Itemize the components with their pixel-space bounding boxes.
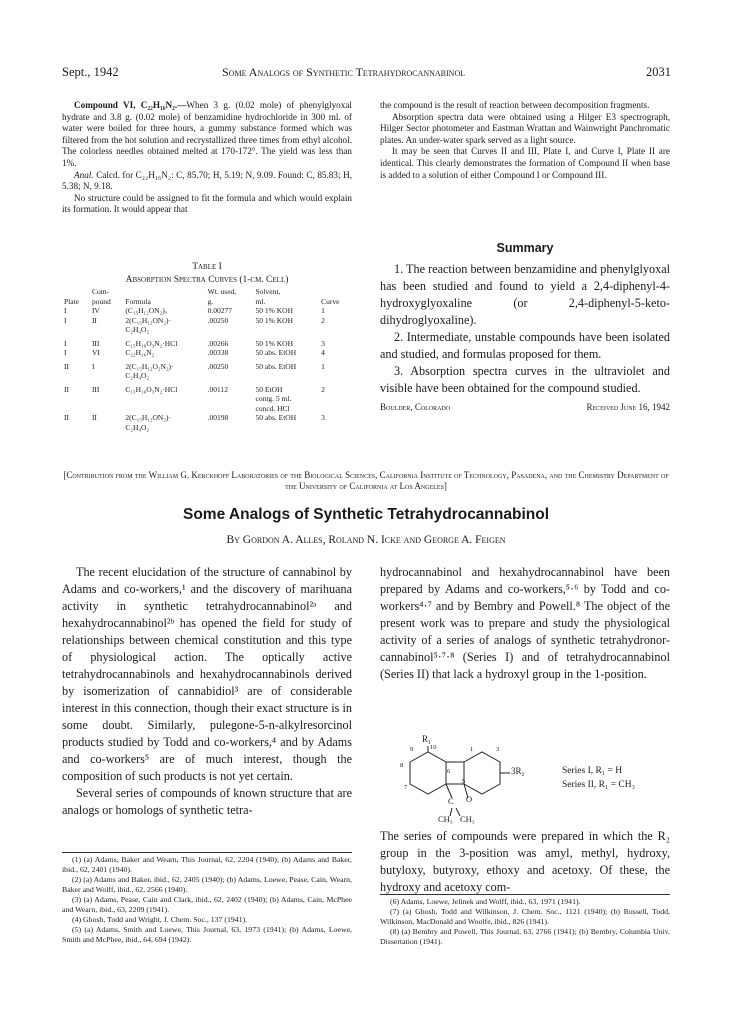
table-cell: .00338: [207, 348, 229, 357]
intro-paragraph: The recent elucidation of the structure of cannabinol by Adams and co-workers,¹ and the discovery of marihuana activity in synthetic tetrahydrocannabinol²ᵃ and hexahydrocannabinol²ᵇ has opened the field for study of relationships between chemical constitution and this type of physiological action. The optically active tetrahydrocannabinols and hexahydrocannabinols derived by isomerization of cannabidiol³ are of considerable interest in this connection, though their exact structure is in some doubt. Similarly, pulegone-5-n-alkylresorcinol products studied by Todd and co-workers,⁴ and by Adams and co-workers⁵ are of much interest, though the composition of such products is not yet certain.: [62, 565, 352, 783]
series-one-label: Series I, R₁ = H: [562, 766, 623, 776]
table-cell: .00266: [207, 338, 229, 348]
col-header: Com- pound: [91, 287, 111, 306]
table-row: [62, 381, 352, 414]
absorption-table: [62, 287, 352, 432]
methyl-group: CH₃: [460, 814, 475, 824]
table-cell: .00250: [207, 315, 229, 325]
compound-vi-label: Compound VI, C₂₂H₁₆N₂.—: [74, 100, 187, 110]
table-cell: I: [64, 338, 67, 348]
col-header: Solvent, ml.: [255, 287, 281, 306]
table-label: Table I: [192, 262, 222, 272]
curves-paragraph: It may be seen that Curves II and III, Plate I, and Curve I, Plate II are identical. This clearly demonstrates the formation of Compound II when base is added to a solution of either Compound I or Compound III.: [380, 146, 670, 180]
table-cell: C₁₅H₁₆O₃N₂·HCl: [125, 384, 178, 394]
table-row: [62, 306, 352, 316]
table-cell: .00112: [207, 384, 228, 394]
atom-number: 10: [430, 744, 437, 751]
right-top-column: [380, 100, 670, 181]
page-number: 2031: [646, 65, 671, 79]
series-paragraph: Several series of compounds of known structure that are analogs or homologs of synthetic tetra-: [62, 786, 352, 817]
table-cell: 50 EtOH contg. 5 ml. concd. HCl: [255, 384, 292, 413]
atom-number: 9: [410, 746, 414, 753]
table-cell: 2(C₁₅H₁₂ON₂)· C₂H₄O₂: [125, 413, 171, 432]
atom-number: 8: [400, 762, 404, 769]
col-header: Curve: [321, 296, 340, 306]
location: Boulder, Colorado: [380, 402, 451, 412]
footnote-rule-left: [62, 852, 352, 853]
table-cell: C₂₂H₁₆N₂: [125, 348, 155, 357]
table-row: [62, 316, 352, 335]
structure-note-paragraph: No structure could be assigned to fit the formula and which would explain its formation. It would appear that: [62, 192, 352, 215]
left-top-column: [62, 100, 352, 216]
table-cell: III: [91, 384, 100, 394]
table-caption: Absorption Spectra Curves (1-cm. Cell): [125, 275, 289, 285]
table-cell: 2(C₁₅H₁₂ON₂)· C₂H₄O₂: [125, 315, 171, 334]
series-two-label: Series II, R₁ = CH₃: [562, 780, 635, 790]
table-cell: 0.00277: [207, 306, 233, 315]
table-cell: .00250: [207, 361, 229, 371]
compound-vi-paragraph: Compound VI, C₂₂H₁₆N₂.—When 3 g. (0.02 mole) of phenylglyoxal hydrate and 3.8 g. (0.02 mole) of benzamidine hydrochloride in 300 ml. of water were boiled for three hours, a gummy substance formed which was filtered from the hot solution and recrystallized three times from ethyl alcohol. The colorless needles obtained melted at 170-172°. The yield was less than 1%.: [62, 100, 352, 168]
table-row: [62, 358, 352, 381]
table-cell: 50 abs. EtOH: [255, 348, 297, 357]
atom-number: 3: [496, 746, 500, 753]
analysis-paragraph: Anal. Calcd. for C₂₂H₁₆N₂: C, 85.70; H, 5.19; N, 9.09. Found: C, 85.83; H, 5.38; N, 9.18.: [62, 169, 353, 192]
received-date: Received June 16, 1942: [586, 402, 670, 412]
footnote: (6) Adams, Loewe, Jelinek and Wolff, ibid., 63, 1971 (1941).: [390, 897, 581, 906]
col-header: Wt. used, g.: [207, 287, 237, 306]
footnote: (7) (a) Ghosh, Todd and Wilkinson, J. Chem. Soc., 1121 (1940); (b) Russell, Todd, Wilkinson, MacDonald and Woolfe, ibid., 826 (1941).: [380, 907, 670, 926]
table-cell: C₁₅H₁₆O₃N₂·HCl: [125, 338, 178, 348]
table-cell: III: [91, 338, 100, 348]
r2-label: 3R₂: [511, 766, 525, 776]
table-i: [62, 262, 352, 432]
summary-item: 3. Absorption spectra curves in the ultraviolet and visible have been obtained for the compound studied.: [380, 364, 670, 395]
footnote-rule-right: [380, 894, 670, 895]
continuation-paragraph: hydrocannabinol and hexahydrocannabinol have been prepared by Adams and co-workers,⁵·⁶ by Todd and co-workers⁴·⁷ and by Bembry and Powell.⁸ The object of the present work was to prepare and study the physiological activity of a series of analogs of synthetic tetrahydronor-cannabinol⁵·⁷·⁸ (Series I) and of tetrahydrocannabinol (Series II) that lack a hydroxyl group in the 1-position.: [380, 565, 670, 681]
table-cell: II: [91, 413, 97, 422]
summary-item: 2. Intermediate, unstable compounds have been isolated and studied, and formulas proposed for them.: [380, 330, 670, 361]
table-cell: II: [64, 361, 69, 371]
atom-number: 1: [470, 746, 474, 753]
article-right-column: [380, 564, 670, 683]
table-cell: I: [64, 315, 67, 325]
left-ring: [410, 752, 446, 794]
table-cell: 3: [321, 413, 325, 422]
footnote: (1) (a) Adams, Baker and Wearn, This Journal, 62, 2204 (1940); (b) Adams and Baker, ibid., 62, 2401 (1940).: [62, 855, 352, 874]
table-cell: I: [64, 348, 67, 357]
atom-number: 5: [462, 778, 466, 785]
anal-label: Anal.: [74, 169, 94, 180]
running-title: Some Analogs of Synthetic Tetrahydrocannabinol: [222, 65, 466, 79]
table-cell: 50 1% KOH: [255, 315, 293, 325]
footnote: (4) Ghosh, Todd and Wright, J. Chem. Soc., 137 (1941).: [72, 915, 248, 924]
footnote: (3) (a) Adams, Pease, Cain and Clark, ibid., 62, 2402 (1940); (b) Adams, Cain, McPhee and Wearn, ibid., 63, 2209 (1941).: [62, 895, 352, 914]
table-body: [62, 306, 352, 432]
contribution-note: [Contribution from the William G. Kerckhoff Laboratories of the Biological Sciences, California Institute of Technology, Pasadena, and the Chemistry Department of the University of California at Los Angeles]: [63, 470, 669, 491]
table-row: [62, 413, 352, 432]
methyl-group: CH₃: [438, 814, 453, 824]
article-right-column-lower: [380, 828, 670, 896]
footnote: (5) (a) Adams, Smith and Loewe, This Journal, 63, 1973 (1941); (b) Adams, Loewe, Smith and McPhee, ibid., 64, 694 (1942).: [62, 925, 352, 944]
r1-label: R₁: [422, 734, 432, 744]
table-cell: 2: [321, 384, 325, 394]
table-cell: 4: [321, 348, 325, 357]
col-header: Formula: [125, 296, 151, 306]
table-cell: VI: [91, 348, 100, 357]
table-cell: 50 1% KOH: [255, 306, 293, 315]
table-cell: 50 abs. EtOH: [255, 413, 297, 422]
table-cell: 2(C₁₅H₁₂O₂N₂)· C₂H₄O₂: [125, 361, 174, 380]
oxygen-atom: O: [466, 794, 473, 804]
table-cell: .00198: [207, 413, 229, 422]
table-cell: I: [64, 306, 67, 315]
decomposition-paragraph: the compound is the result of reaction between decomposition fragments.: [380, 100, 650, 110]
header-date: Sept., 1942: [62, 65, 119, 79]
table-cell: 50 abs. EtOH: [255, 361, 297, 371]
atom-number: 7: [404, 784, 408, 791]
spectra-method-paragraph: Absorption spectra data were obtained using a Hilger E3 spectrograph, Hilger Sector photometer and Eastman Wrattan and Wainwright Panchromatic plates. An under-water spark served as a light source.: [380, 111, 670, 145]
table-cell: IV: [91, 306, 100, 315]
atom-number: 6: [447, 768, 451, 775]
benzene-ring: [464, 752, 500, 794]
footnotes-left: [62, 855, 352, 945]
table-cell: 2: [321, 315, 325, 325]
col-header: Plate: [64, 296, 79, 306]
summary-item: 1. The reaction between benzamidine and phenylglyoxal has been studied and found to yield a 2,4-diphenyl-4-hydroxyglyoxaline (or 2,4-diphenyl-5-keto-dihydroglyoxaline).: [380, 262, 670, 327]
article-left-column: [62, 564, 352, 819]
carbon-atom: C: [448, 796, 454, 806]
table-cell: II: [64, 413, 69, 422]
table-row: [62, 348, 352, 358]
table-cell: 1: [321, 361, 325, 371]
series-prep-paragraph: The series of compounds were prepared in which the R₂ group in the 3-position was amyl, methyl, hydroxy, butyloxy, butyroxy, ethoxy and acetoxy. Of these, the hydroxy and acetoxy com-: [380, 829, 670, 894]
structure-diagram: [380, 734, 670, 824]
affiliation-line: [380, 399, 670, 416]
summary-heading: Summary: [496, 241, 554, 255]
article-title: Some Analogs of Synthetic Tetrahydrocannabinol: [182, 506, 550, 523]
table-cell: 1: [321, 306, 325, 315]
summary-section: [380, 240, 670, 416]
table-cell: II: [91, 315, 97, 325]
table-cell: 50 1% KOH: [255, 338, 293, 348]
table-row: [62, 335, 352, 349]
byline: By Gordon A. Alles, Roland N. Icke and George A. Feigen: [226, 534, 506, 546]
table-cell: (C₁₅H₁₂ON₂)ₓ: [125, 306, 167, 315]
footnote: (8) (a) Bembry and Powell, This Journal, 63, 2766 (1941); (b) Bembry, Columbia Univ. Dissertation (1941).: [380, 927, 670, 946]
table-cell: 3: [321, 338, 325, 348]
table-cell: I: [91, 361, 95, 371]
footnote: (2) (a) Adams and Baker, ibid., 62, 2405 (1940); (b) Adams, Loewe, Pease, Cain, Wearn, Baker and Wolff, ibid., 62, 2566 (1940).: [62, 875, 352, 894]
footnotes-right: [380, 897, 670, 947]
table-cell: II: [64, 384, 69, 394]
